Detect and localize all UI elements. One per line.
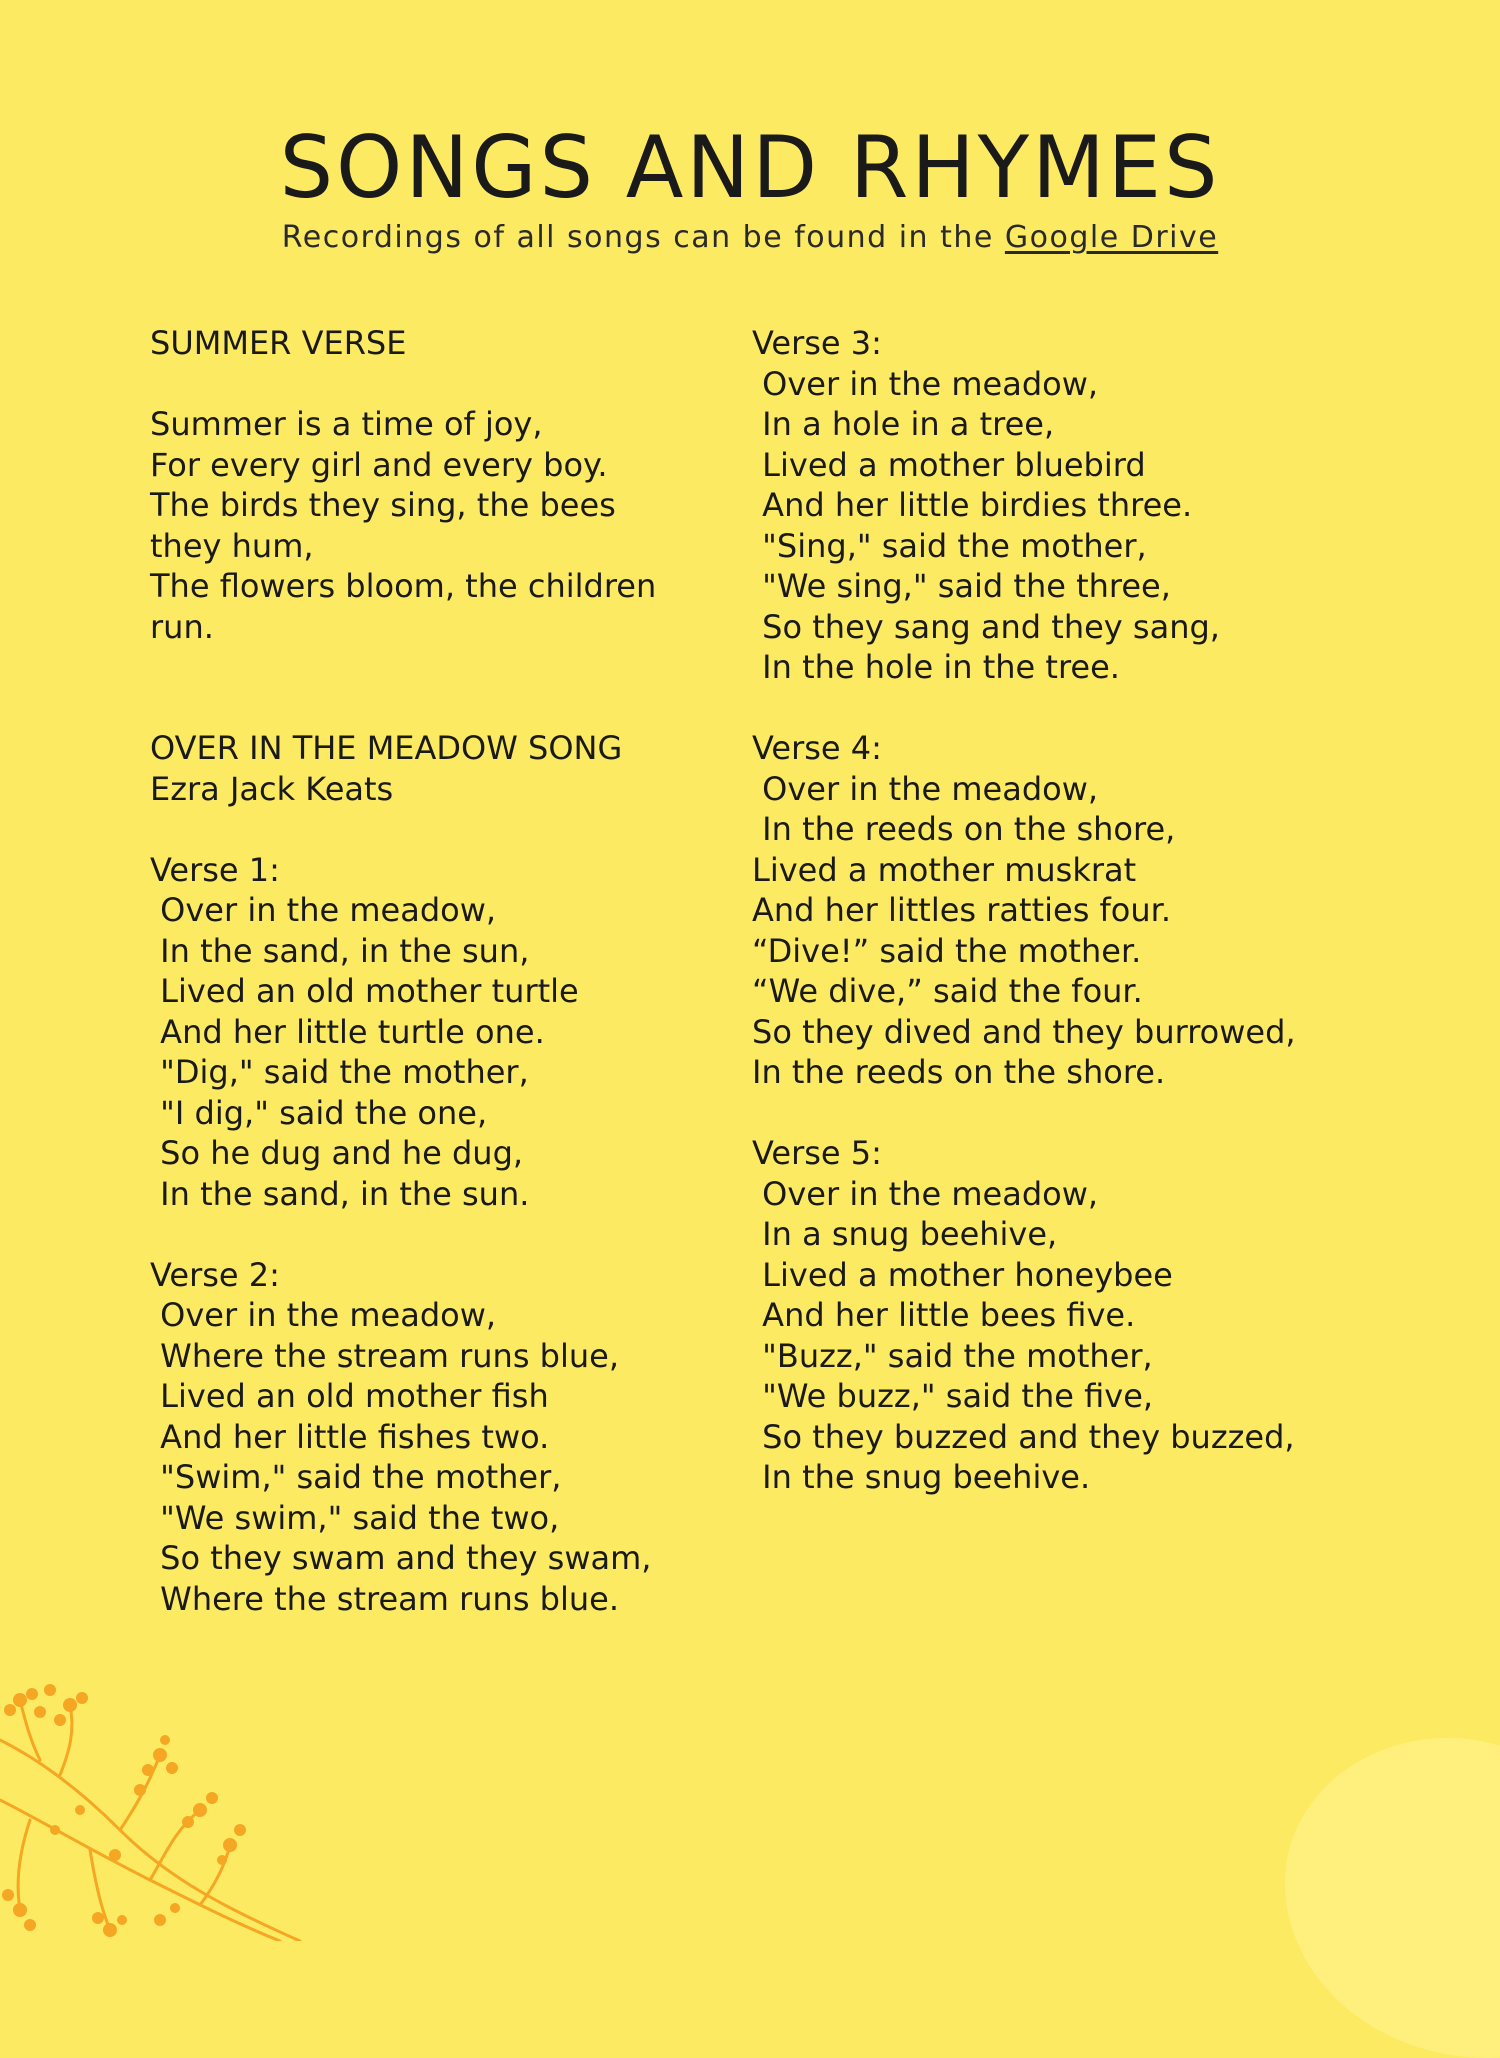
lyric-line: Lived an old mother fish: [150, 1377, 549, 1415]
lyric-line: And her little bees five.: [752, 1296, 1136, 1334]
lyric-line: [150, 647, 710, 688]
page-title: SONGS AND RHYMES: [279, 118, 1221, 218]
lyric-line: Lived a mother muskrat: [752, 850, 1137, 889]
right-column: [752, 323, 1452, 1498]
lyric-line: And her little turtle one.: [150, 1012, 545, 1051]
lyric-line: [150, 1214, 710, 1255]
lyric-line: Verse 2:: [150, 1255, 280, 1294]
lyric-line: In the sand, in the sun,: [150, 931, 530, 970]
lyric-line: And her little birdies three.: [752, 486, 1193, 524]
lyric-line: [752, 1093, 1452, 1134]
lyric-line: And her littles ratties four.: [752, 891, 1172, 929]
floral-branch-icon: [0, 1680, 380, 1941]
lyric-line: Over in the meadow,: [150, 891, 497, 929]
subtitle: [0, 220, 1500, 255]
lyric-line: [150, 809, 710, 850]
lyric-line: Over in the meadow,: [752, 1174, 1099, 1213]
lyric-line: [150, 688, 710, 729]
left-column: [150, 323, 710, 1619]
lyric-line: Over in the meadow,: [752, 769, 1099, 808]
decorative-blob: [1285, 1738, 1500, 2058]
lyric-line: run.: [150, 607, 214, 646]
lyric-line: Verse 5:: [752, 1134, 882, 1172]
lyric-line: In a hole in a tree,: [752, 405, 1055, 443]
lyric-line: Verse 3:: [752, 324, 882, 362]
lyric-line: So they sang and they sang,: [752, 607, 1220, 646]
lyric-line: Where the stream runs blue.: [150, 1579, 619, 1618]
lyric-line: "Buzz," said the mother,: [752, 1336, 1153, 1375]
google-drive-link[interactable]: Google Drive: [1004, 220, 1219, 255]
lyric-line: "I dig," said the one,: [150, 1093, 488, 1132]
lyric-line: "Dig," said the mother,: [150, 1053, 529, 1091]
lyric-line: And her little fishes two.: [150, 1417, 550, 1456]
lyric-line: Where the stream runs blue,: [150, 1336, 619, 1375]
lyric-line: So they dived and they burrowed,: [752, 1012, 1296, 1051]
lyric-line: Summer is a time of joy,: [150, 405, 543, 443]
lyric-line: Over in the meadow,: [752, 364, 1099, 403]
lyric-line: [150, 364, 710, 405]
lyric-line: Ezra Jack Keats: [150, 769, 394, 808]
lyric-line: OVER IN THE MEADOW SONG: [150, 729, 623, 767]
lyric-line: Lived an old mother turtle: [150, 972, 579, 1010]
lyric-line: SUMMER VERSE: [150, 324, 407, 362]
lyric-line: So they swam and they swam,: [150, 1539, 652, 1577]
lyric-line: "Sing," said the mother,: [752, 526, 1147, 565]
lyric-line: they hum,: [150, 526, 314, 565]
lyric-line: Verse 1:: [150, 850, 280, 889]
lyric-line: In the snug beehive.: [752, 1458, 1091, 1496]
lyric-line: In a snug beehive,: [752, 1215, 1058, 1253]
lyric-line: "We swim," said the two,: [150, 1498, 560, 1537]
lyric-line: The flowers bloom, the children: [150, 567, 657, 605]
lyric-line: In the hole in the tree.: [752, 648, 1120, 686]
lyric-line: "We buzz," said the five,: [752, 1377, 1154, 1415]
lyric-line: Lived a mother bluebird: [752, 445, 1146, 484]
lyric-line: The birds they sing, the bees: [150, 486, 616, 524]
subtitle-text: Recordings of all songs can be found in the: [281, 220, 1005, 255]
lyric-line: "Swim," said the mother,: [150, 1458, 562, 1496]
lyric-line: So he dug and he dug,: [150, 1134, 524, 1172]
lyric-line: Over in the meadow,: [150, 1296, 497, 1334]
lyric-line: In the reeds on the shore.: [752, 1053, 1166, 1091]
lyric-line: In the sand, in the sun.: [150, 1174, 530, 1213]
lyric-line: “Dive!” said the mother.: [752, 931, 1142, 970]
lyric-line: “We dive,” said the four.: [752, 972, 1143, 1010]
lyric-line: For every girl and every boy.: [150, 445, 608, 484]
lyric-line: Verse 4:: [752, 729, 882, 767]
lyric-line: Lived a mother honeybee: [752, 1255, 1173, 1294]
lyric-line: So they buzzed and they buzzed,: [752, 1417, 1295, 1456]
lyric-line: "We sing," said the three,: [752, 567, 1171, 605]
lyric-line: [752, 688, 1452, 729]
lyric-line: In the reeds on the shore,: [752, 810, 1176, 848]
